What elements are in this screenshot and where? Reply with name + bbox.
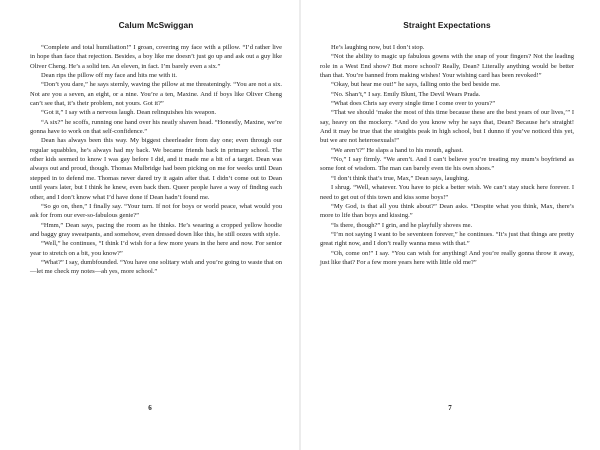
paragraph: “A six?” he scoffs, running one hand over his neatly shaven head. “Honestly, Maxine, we’re gonna have to work on that self-confidence.” <box>30 118 282 136</box>
paragraph: Dean has always been this way. My biggest cheerleader from day one; even through our regular squabbles, he’s always had my back. We became friends back in primary school. The other kids seemed to know I was gay before I did, and it made me a bit of a target. Dean was always out and proud, though. Thomas Mulbridge had been picking on me for weeks until Dean stepped in to defend me. Thomas never dared try it again after that. I didn’t come out to Dean until years later, but I think he knew, even back then. Queer people have a way of finding each other, and I don’t know what I’d have done if Dean hadn’t found me. <box>30 137 282 201</box>
paragraph: “What?” I say, dumbfounded. “You have one solitary wish and you’re going to waste that on—let me check my notes—ah yes, more school.” <box>30 258 282 276</box>
page-number-left: 6 <box>148 404 152 412</box>
paragraph: “My God, is that all you think about?” Dean asks. “Despite what you think, Max, there’s more to life than boys and kissing.” <box>320 202 574 220</box>
paragraph: “Is there, though?” I grin, and he playfully shoves me. <box>331 221 473 229</box>
running-head-author: Calum McSwiggan <box>118 20 194 30</box>
paragraph: I shrug. “Well, whatever. You have to pick a better wish. We can’t stay stuck here forever. I need to get out of this town and kiss some boys!” <box>320 184 574 201</box>
paragraph: “I don’t think that’s true, Max,” Dean says, laughing. <box>331 174 470 182</box>
paragraph: “No. Shan’t,” I say. Emily Blunt, The Devil Wears Prada. <box>331 90 481 98</box>
paragraph: “That we should ‘make the most of this time because these are the best years of our lives,’” I say, heavy on the mockery. “And do you know why he says that, Dean? Because he’s straight! And it may be true that the straights peak in high school, but I dunno if you’ve noticed this yet, but we are not heterosexuals!” <box>320 109 574 145</box>
paragraph: “Hmm,” Dean says, pacing the room as he thinks. He’s wearing a cropped yellow hoodie and baggy gray sweatpants, and somehow, even dressed down like this, he still oozes with style. <box>30 221 282 238</box>
paragraph: “No,” I say firmly. “We aren’t. And I can’t believe you’re treating my mum’s boyfriend as some font of wisdom. The man can barely even tie his own shoes.” <box>320 156 574 173</box>
paragraph: “Not the ability to magic up fabulous gowns with the snap of your fingers? Not the leading role in a West End show? But more school? Really, Dean? Literally anything would be better than that. You’re banned from making wishes! Your wishing card has been revoked!” <box>320 53 574 80</box>
paragraph: Dean rips the pillow off my face and hits me with it. <box>41 72 177 80</box>
paragraph: “Don’t you dare,” he says sternly, waving the pillow at me threateningly. “You are not a six. Not are you a seven, an eight, or a nine. You’re a ten, Maxine. And if boys like Oliver Cheng can’t see that, it’s their problem, not yours. Got it?” <box>30 81 282 108</box>
paragraph: “Okay, but hear me out!” he says, falling onto the bed beside me. <box>331 81 501 89</box>
right-page <box>300 0 600 450</box>
paragraph: “Got it,” I say with a nervous laugh. Dean relinquishes his weapon. <box>41 109 217 117</box>
page-number-right: 7 <box>448 404 452 412</box>
paragraph: “I’m not saying I want to be seventeen forever,” he continues. “It’s just that things are pretty great right now, and I don’t really wanna mess with that.” <box>320 230 574 248</box>
paragraph: “Well,” he continues, “I think I’d wish for a few more years in the here and now. For senior year to stretch on a bit, you know?” <box>30 240 282 257</box>
paragraph: “Complete and total humiliation!” I groan, covering my face with a pillow. “I’d rather live in hope than face that rejection. Besides, a boy like me doesn’t just go up and ask out a guy like Oliver Cheng. He’s a solid ten. An eleven, in fact. I’m barely even a six.” <box>30 44 282 70</box>
running-head-title: Straight Expectations <box>403 20 491 30</box>
paragraph: “Oh, come on!” I say. “You can wish for anything! And you’re really gonna throw it away, just like that? For a few more years here with little old me?” <box>320 249 574 266</box>
paragraph: “So go on, then,” I finally say. “Your turn. If not for boys or world peace, what would you ask for from our ever-so-fabulous genie?” <box>30 202 282 220</box>
paragraph: He’s laughing now, but I don’t stop. <box>331 44 425 51</box>
left-page-body <box>30 43 282 277</box>
paragraph: “We aren’t?” He slaps a hand to his mouth, aghast. <box>331 146 464 154</box>
right-page-body <box>320 43 574 267</box>
paragraph: “What does Chris say every single time I come over to yours?” <box>331 100 496 108</box>
